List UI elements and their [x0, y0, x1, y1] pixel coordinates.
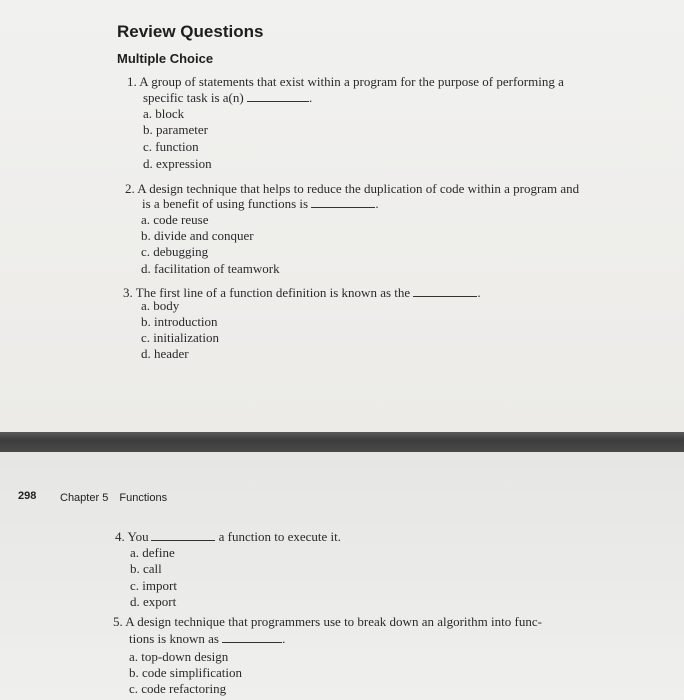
- question-number: 1.: [127, 74, 137, 89]
- chapter-number: Chapter 5: [60, 492, 109, 504]
- question-text: a function to execute it.: [218, 529, 341, 544]
- choice-b: b. call: [130, 561, 162, 576]
- question-number: 3.: [123, 285, 133, 300]
- choice-c: c. code refactoring: [129, 681, 227, 696]
- punctuation: .: [308, 90, 313, 105]
- answer-blank: [311, 197, 375, 208]
- bottom-page: [0, 452, 684, 700]
- punctuation: .: [375, 196, 379, 211]
- choice-b: b. introduction: [141, 314, 218, 329]
- choice-c: c. initialization: [141, 330, 219, 345]
- choice-d: d. export: [130, 594, 177, 609]
- punctuation: .: [282, 631, 286, 646]
- question-number: 5.: [113, 614, 123, 629]
- answer-blank: [222, 632, 282, 643]
- choice-c: c. debugging: [141, 244, 209, 259]
- choice-b: b. code simplification: [129, 665, 243, 680]
- question-text: You: [127, 529, 149, 544]
- question-5-line-2: [129, 631, 285, 647]
- choice-b: b. divide and conquer: [141, 228, 254, 243]
- question-text: tions is known as: [129, 631, 219, 646]
- question-text: A design technique that programmers use to break down an algorithm into func-: [125, 614, 542, 629]
- question-4-line-1: [115, 529, 341, 545]
- question-text: A group of statements that exist within a program for the purpose of performing a: [139, 74, 564, 89]
- choice-a: a. body: [141, 298, 180, 313]
- question-2-line-2: [142, 196, 379, 212]
- choice-a: a. code reuse: [141, 212, 209, 227]
- answer-blank: [247, 91, 309, 102]
- choice-a: a. block: [143, 106, 185, 121]
- chapter-header: [60, 492, 175, 504]
- punctuation: .: [477, 285, 481, 300]
- choice-a: a. top-down design: [129, 649, 229, 664]
- question-number: 2.: [125, 181, 135, 196]
- choice-a: a. define: [130, 545, 175, 560]
- chapter-title: Functions: [119, 492, 168, 504]
- question-5-line-1: [113, 614, 542, 630]
- question-text: specific task is a(n): [143, 90, 244, 105]
- choice-b: b. parameter: [143, 122, 208, 137]
- section-heading: Review Questions: [117, 22, 264, 41]
- choice-d: d. header: [141, 346, 189, 361]
- choice-c: c. function: [143, 139, 199, 154]
- question-2-line-1: [125, 181, 579, 197]
- question-1-line-2: [143, 90, 312, 106]
- answer-blank: [413, 286, 477, 297]
- question-text: The first line of a function definition is known as the: [135, 285, 411, 300]
- choice-d: d. expression: [143, 156, 212, 171]
- answer-blank: [151, 530, 215, 541]
- section-subheading: Multiple Choice: [117, 51, 214, 66]
- question-1-line-1: [127, 74, 564, 90]
- page-number: 298: [18, 490, 37, 502]
- question-number: 4.: [115, 529, 125, 544]
- question-text: is a benefit of using functions is: [142, 196, 309, 211]
- choice-c: c. import: [130, 578, 177, 593]
- book-spine: [0, 432, 684, 452]
- question-text: A design technique that helps to reduce the duplication of code within a program and: [137, 181, 580, 196]
- choice-d: d. facilitation of teamwork: [141, 261, 280, 276]
